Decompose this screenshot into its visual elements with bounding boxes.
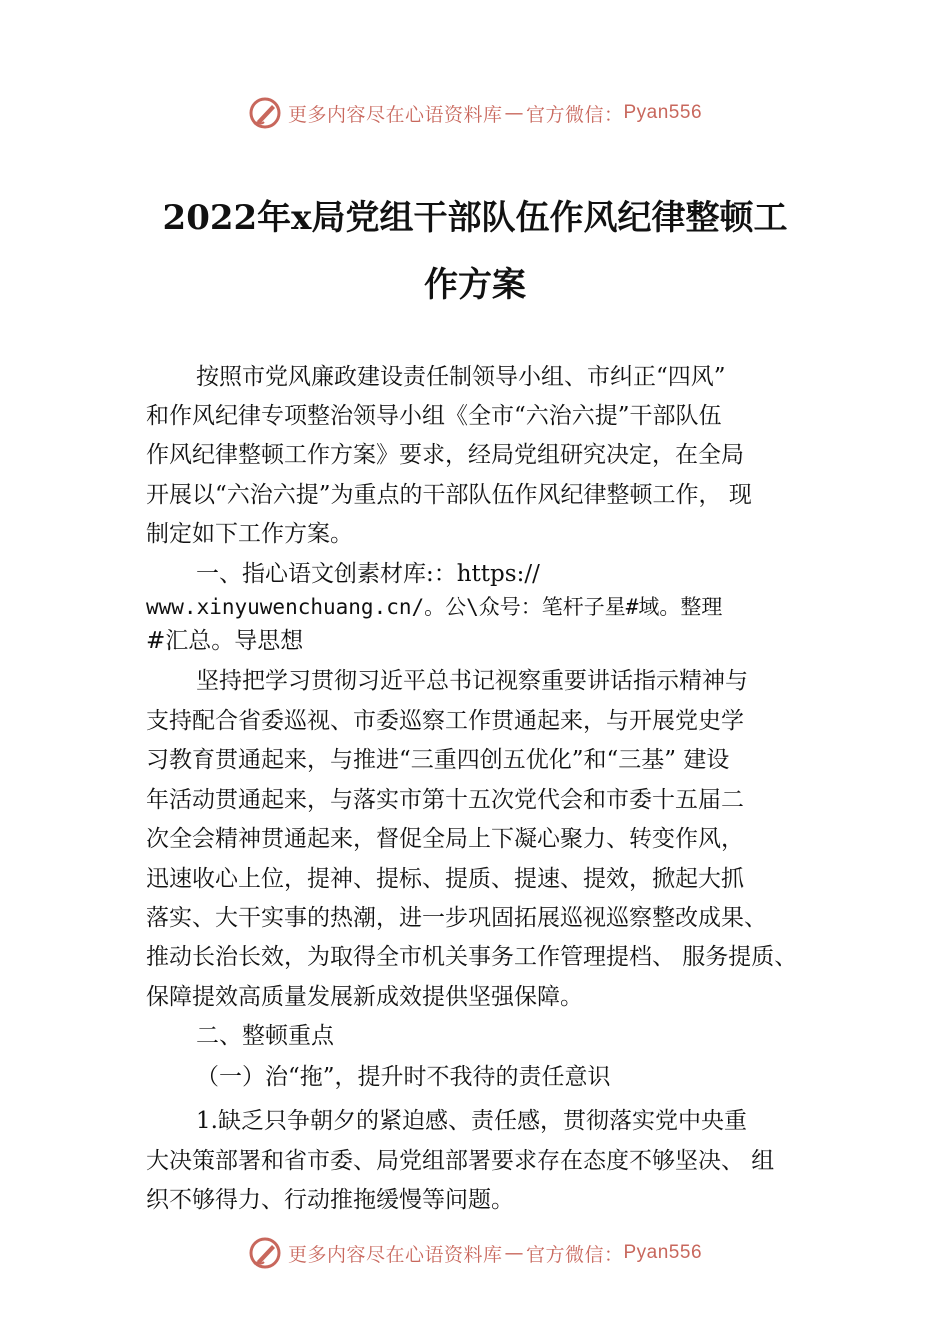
body-line: 作风纪律整顿工作方案》要求，经局党组研究决定，在全局 bbox=[146, 442, 744, 468]
body-line: #汇总。导思想 bbox=[146, 628, 304, 654]
body-line-url: www.xinyuwenchuang.cn/。公\众号：笔杆子星#域。整理 bbox=[146, 595, 723, 619]
banner-wechat-handle: Pyan556 bbox=[623, 102, 703, 123]
banner-separator: — bbox=[504, 102, 524, 124]
body-line: 按照市党风廉政建设责任制领导小组、市纠正“四风” bbox=[196, 364, 726, 390]
banner-wechat-handle: Pyan556 bbox=[623, 1242, 703, 1263]
document-title-line-2: 作方案 bbox=[424, 265, 526, 305]
banner-official-label: 官方微信： bbox=[525, 103, 624, 126]
body-line: 习教育贯通起来，与推进“三重四创五优化”和“三基” 建设 bbox=[146, 747, 730, 773]
pen-seal-icon bbox=[248, 1236, 282, 1270]
body-line: 1.缺乏只争朝夕的紧迫感、责任感，贯彻落实党中央重 bbox=[196, 1108, 747, 1134]
section-heading-2: 二、整顿重点 bbox=[196, 1023, 334, 1049]
subsection-heading: （一）治“拖”，提升时不我待的责任意识 bbox=[196, 1064, 611, 1090]
body-line: 大决策部署和省市委、局党组部署要求存在态度不够坚决、 组 bbox=[146, 1148, 775, 1174]
section-heading-1: 一、指心语文创素材库:：https:// bbox=[196, 561, 540, 587]
banner-official-label: 官方微信： bbox=[525, 1243, 624, 1266]
body-line: 开展以“六治六提”为重点的干部队伍作风纪律整顿工作， 现 bbox=[146, 482, 752, 508]
body-line: 迅速收心上位，提神、提标、提质、提速、提效，掀起大抓 bbox=[146, 866, 744, 892]
body-line: 年活动贯通起来，与落实市第十五次党代会和市委十五届二 bbox=[146, 787, 744, 813]
pen-seal-icon bbox=[248, 96, 282, 130]
body-line: 次全会精神贯通起来，督促全局上下凝心聚力、转变作风， bbox=[146, 826, 744, 852]
watermark-banner-bottom bbox=[0, 1236, 950, 1270]
body-line: 制定如下工作方案。 bbox=[146, 521, 353, 547]
document-title-line-1: 2022年x局党组干部队伍作风纪律整顿工 bbox=[162, 198, 788, 238]
banner-separator: — bbox=[504, 1242, 524, 1264]
body-line: 保障提效高质量发展新成效提供坚强保障。 bbox=[146, 984, 583, 1010]
body-line: 推动长治长效，为取得全市机关事务工作管理提档、 服务提质、 bbox=[146, 944, 798, 970]
banner-text: 更多内容尽在心语资料库 bbox=[287, 103, 503, 126]
watermark-banner-top bbox=[0, 96, 950, 130]
banner-text: 更多内容尽在心语资料库 bbox=[287, 1243, 503, 1266]
body-line: 和作风纪律专项整治领导小组《全市“六治六提”干部队伍 bbox=[146, 403, 722, 429]
body-line: 支持配合省委巡视、市委巡察工作贯通起来，与开展党史学 bbox=[146, 708, 744, 734]
body-line: 落实、大干实事的热潮，进一步巩固拓展巡视巡察整改成果、 bbox=[146, 905, 767, 931]
body-line: 织不够得力、行动推拖缓慢等问题。 bbox=[146, 1187, 514, 1213]
body-line: 坚持把学习贯彻习近平总书记视察重要讲话指示精神与 bbox=[196, 668, 748, 694]
